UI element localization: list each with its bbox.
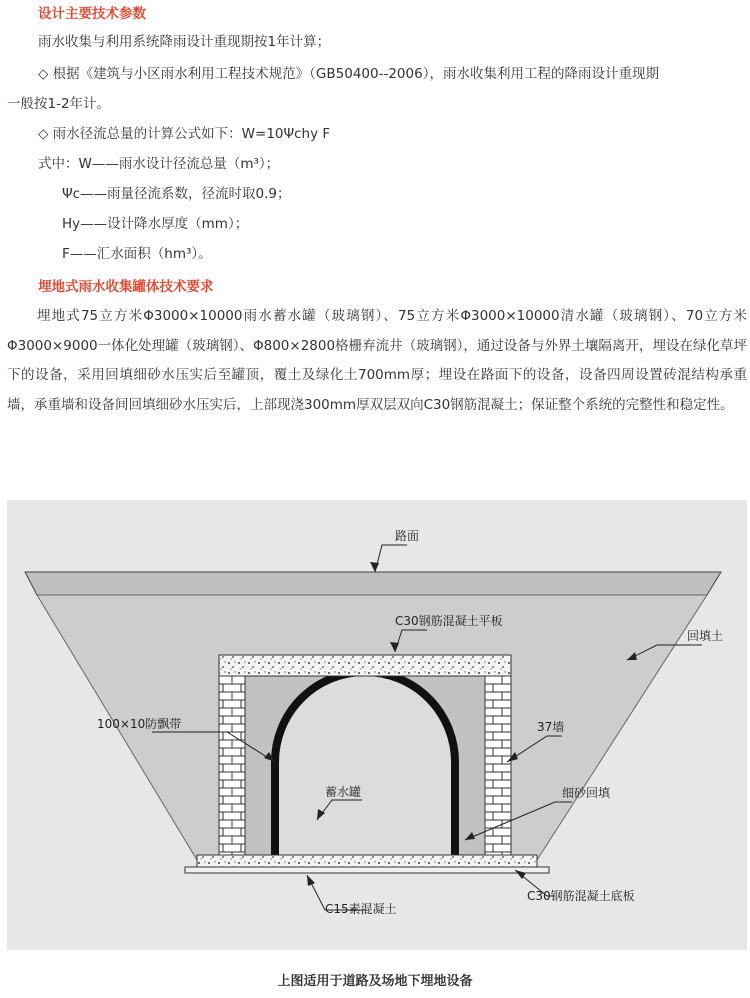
bottom-concrete-slab — [197, 855, 537, 867]
c15-concrete-base — [185, 867, 549, 873]
text-line: 式中：W——雨水设计径流总量（m³）； — [38, 156, 280, 172]
label-road: 路面 — [395, 529, 420, 543]
label-backfill: 回填土 — [687, 629, 724, 643]
label-tank: 蓄水罐 — [325, 785, 362, 799]
installation-diagram — [7, 500, 747, 950]
text-line: 雨水收集与利用系统降雨设计重现期按1年计算； — [38, 34, 331, 50]
text-line: F——汇水面积（hm³）。 — [62, 246, 212, 262]
cross-section-svg — [7, 500, 747, 950]
road-surface — [25, 572, 721, 595]
right-brick-wall — [485, 675, 511, 855]
label-c15: C15素混凝土 — [325, 902, 397, 916]
section-heading-tank-requirements: 埋地式雨水收集罐体技术要求 — [38, 279, 214, 295]
text-line: 一般按1-2年计。 — [7, 96, 111, 112]
text-line: ◇ 根据《建筑与小区雨水利用工程技术规范》（GB50400--2006），雨水收集利用工程的降雨设计重现期 — [38, 66, 659, 82]
top-concrete-slab — [219, 655, 511, 676]
section-heading-design-params: 设计主要技术参数 — [38, 6, 146, 22]
text-line: ◇ 雨水径流总量的计算公式如下：W=10Ψchy F — [38, 126, 331, 142]
label-wall: 37墙 — [537, 720, 565, 734]
label-sand: 细砂回填 — [562, 786, 611, 800]
text-line: Ψc——雨量径流系数，径流时取0.9； — [62, 186, 291, 202]
label-anti-float: 100×10防飘带 — [97, 717, 182, 731]
label-bottom-slab: C30钢筋混凝土底板 — [527, 889, 635, 903]
text-line: Hy——设计降水厚度（mm）； — [62, 216, 249, 232]
figure-caption: 上图适用于道路及场地下埋地设备 — [277, 974, 473, 989]
tank-requirements-paragraph: 埋地式75立方米Φ3000×10000雨水蓄水罐（玻璃钢）、75立方米Φ3000×10000清水罐（玻璃钢）、70立方米Φ3000×9000一体化处理罐（玻璃钢）、Φ800×2800格栅弃流井（玻璃钢），通过设备与外界土壤隔离开，埋设在绿化草坪下的设备，采用回填细砂水压实后至罐顶，覆土及绿化土700mm厚；埋设在路面下的设备，设备四周设置砖混结构承重墙，承重墙和设备间回填细砂水压实后，上部现浇300mm厚双层双向C30钢筋混凝土；保证整个系统的完整性和稳定性。 — [7, 308, 747, 413]
left-brick-wall — [219, 675, 245, 855]
label-top-slab: C30钢筋混凝土平板 — [395, 614, 503, 628]
